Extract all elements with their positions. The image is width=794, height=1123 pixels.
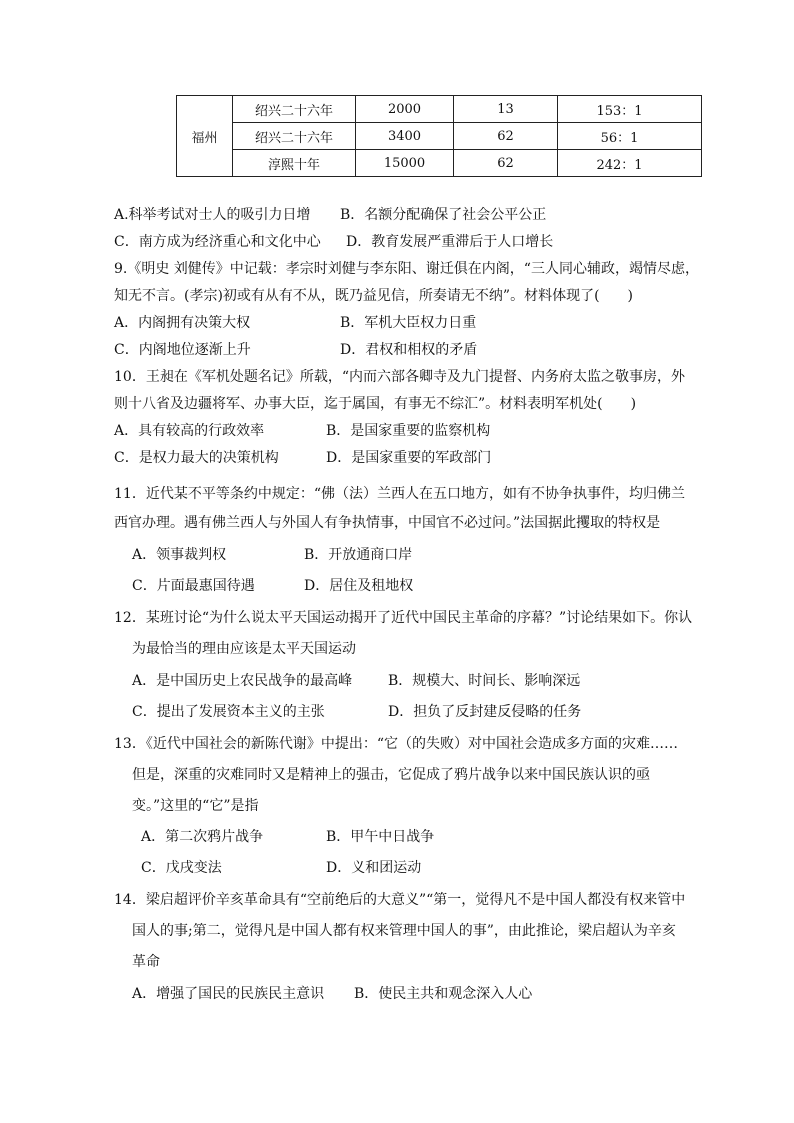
q14-option-b: B．使民主共和观念深入人心 — [354, 986, 533, 1002]
q11-option-b: B．开放通商口岸 — [304, 547, 413, 563]
table-cell-ratio: 56：1 — [558, 123, 702, 150]
q12-option-d: D．担负了反封建反侵略的任务 — [388, 704, 582, 720]
q13-option-c: C．戊戌变法 — [141, 860, 222, 876]
table-cell: 2000 — [356, 96, 454, 123]
table-row — [177, 150, 702, 177]
table-row — [177, 96, 702, 123]
q13-stem-line1: 13．《近代中国社会的新陈代谢》中提出：“它（的失败）对中国社会造成多方面的灾难…… — [114, 736, 678, 752]
q9-option-c: C．内阁地位逐渐上升 — [114, 342, 251, 358]
q8-option-a: A.科举考试对士人的吸引力日增 — [114, 207, 311, 223]
q9-option-d: D．君权和相权的矛盾 — [340, 342, 478, 358]
q12-option-a: A．是中国历史上农民战争的最高峰 — [132, 673, 353, 689]
q14-stem-line3: 革命 — [132, 954, 160, 970]
table-cell-year: 绍兴二十六年 — [233, 123, 356, 150]
table-cell: 3400 — [356, 123, 454, 150]
table-cell-region: 福州 — [177, 96, 233, 177]
q12-stem-line1: 12．某班讨论“为什么说太平天国运动揭开了近代中国民主革命的序幕？”讨论结果如下。你认 — [114, 610, 693, 626]
q13-option-d: D．义和团运动 — [326, 860, 422, 876]
q13-stem-line2: 但是，深重的灾难同时又是精神上的强击，它促成了鸦片战争以来中国民族认识的亟 — [132, 767, 650, 783]
q12-option-b: B．规模大、时间长、影响深远 — [388, 673, 581, 689]
q10-stem-line1: 10．王昶在《军机处题名记》所载，“内而六部各卿寺及九门提督、内务府太监之敬事房，外 — [114, 369, 685, 385]
q13-stem-line3: 变。”这里的“它”是指 — [132, 798, 259, 814]
q11-option-a: A．领事裁判权 — [132, 547, 227, 563]
q8-option-d: D．教育发展严重滞后于人口增长 — [346, 234, 554, 250]
data-table — [176, 95, 702, 177]
q13-option-b: B．甲午中日战争 — [326, 829, 435, 845]
q12-stem-line2: 为最恰当的理由应该是太平天国运动 — [132, 641, 356, 657]
table-cell: 13 — [454, 96, 558, 123]
q13-option-a: A．第二次鸦片战争 — [141, 829, 264, 845]
table-cell-year: 绍兴二十六年 — [233, 96, 356, 123]
q14-stem-line1: 14．梁启超评价辛亥革命具有“空前绝后的大意义”“第一，觉得凡不是中国人都没有权来管中 — [114, 892, 686, 908]
q9-stem-line1: 9.《明史 刘健传》中记载：孝宗时刘健与李东阳、谢迁俱在内阁，“三人同心辅政，竭情尽虑， — [114, 261, 699, 277]
table-cell-year: 淳熙十年 — [233, 150, 356, 177]
table-row — [177, 123, 702, 150]
table-cell-ratio: 242：1 — [558, 150, 702, 177]
q10-option-c: C．是权力最大的决策机构 — [114, 450, 279, 466]
table-cell: 15000 — [356, 150, 454, 177]
q9-stem-line2: 知无不言。(孝宗)初或有从有不从，既乃益见信，所奏请无不纳”。材料体现了( ) — [114, 288, 634, 304]
q11-stem-line1: 11．近代某不平等条约中规定：“佛（法）兰西人在五口地方，如有不协争执事件，均归佛兰 — [114, 486, 685, 502]
table-cell: 62 — [454, 150, 558, 177]
q10-option-d: D．是国家重要的军政部门 — [326, 450, 492, 466]
table-cell-ratio: 153：1 — [558, 96, 702, 123]
q10-option-a: A．具有较高的行政效率 — [114, 423, 265, 439]
q11-option-d: D．居住及租地权 — [304, 578, 414, 594]
q10-stem-line2: 则十八省及边疆将军、办事大臣，迄于属国，有事无不综汇”。材料表明军机处( ) — [114, 396, 637, 412]
q11-option-c: C．片面最惠国待遇 — [132, 578, 255, 594]
q14-option-a: A．增强了国民的民族民主意识 — [132, 986, 325, 1002]
q14-stem-line2: 国人的事;第二，觉得凡是中国人都有权来管理中国人的事”，由此推论，梁启超认为辛亥 — [132, 923, 676, 939]
q12-option-c: C．提出了发展资本主义的主张 — [132, 704, 325, 720]
q11-stem-line2: 西官办理。遇有佛兰西人与外国人有争执情事，中国官不必过问。”法国据此攫取的特权是 — [114, 515, 661, 531]
q8-option-b: B．名额分配确保了社会公平公正 — [340, 207, 547, 223]
q8-option-c: C．南方成为经济重心和文化中心 — [114, 234, 321, 250]
q9-option-b: B．军机大臣权力日重 — [340, 315, 477, 331]
q9-option-a: A．内阁拥有决策大权 — [114, 315, 251, 331]
table-cell: 62 — [454, 123, 558, 150]
q10-option-b: B．是国家重要的监察机构 — [326, 423, 491, 439]
